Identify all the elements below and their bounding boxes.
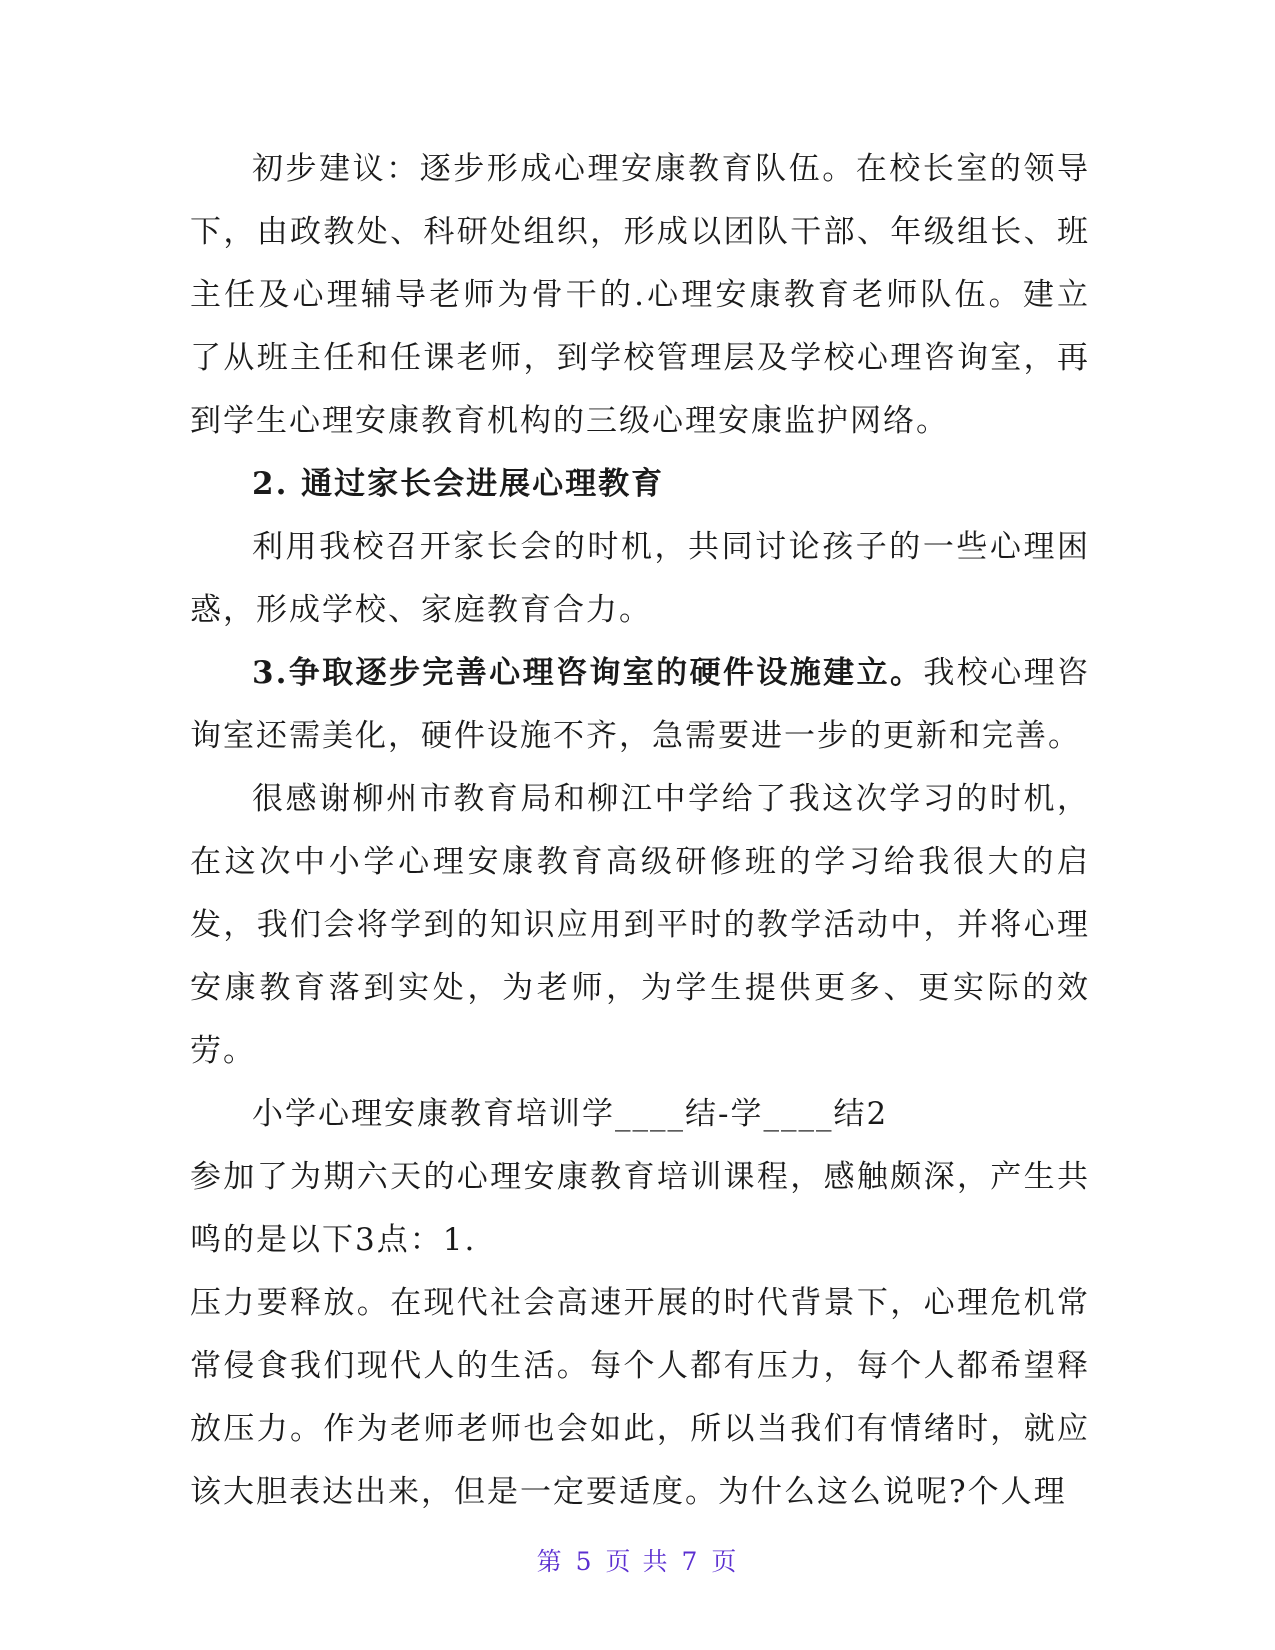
- article-title-2: 小学心理安康教育培训学____结-学____结2: [252, 1096, 889, 1132]
- footer-suffix: 页: [711, 1547, 739, 1576]
- paragraph-thanks: 很感谢柳州市教育局和柳江中学给了我这次学习的时机，在这次中小学心理安康教育高级研修班的学习给我很大的启发，我们会将学到的知识应用到平时的教学活动中，并将心理安康教育落到实处，为老师，为学生提供更多、更实际的效劳。: [190, 781, 1090, 1069]
- paragraph-pressure: 压力要释放。在现代社会高速开展的时代背景下，心理危机常常侵食我们现代人的生活。每个人都有压力，每个人都希望释放压力。作为老师老师也会如此，所以当我们有情绪时，就应该大胆表达出来，但是一定要适度。为什么这么说呢?个人理: [190, 1285, 1090, 1510]
- counseling-room-heading: 3.争取逐步完善心理咨询室的硬件设施建立。: [252, 655, 924, 691]
- footer-prefix: 第: [536, 1547, 564, 1576]
- section-heading-parent-meeting: 2. 通过家长会进展心理教育: [252, 466, 665, 502]
- footer-total-pages: 7: [681, 1547, 700, 1576]
- paragraph-counseling-room: [190, 642, 1090, 768]
- footer-middle: 页 共: [605, 1547, 670, 1576]
- document-body: [190, 138, 1090, 1524]
- paragraph-suggestion: 初步建议：逐步形成心理安康教育队伍。在校长室的领导下，由政教处、科研处组织，形成以团队干部、年级组长、班主任及心理辅导老师为骨干的.心理安康教育老师队伍。建立了从班主任和任课老师，到学校管理层及学校心理咨询室，再到学生心理安康教育机构的三级心理安康监护网络。: [190, 151, 1090, 439]
- page-footer: [0, 1542, 1275, 1578]
- footer-page-number: 5: [575, 1547, 594, 1576]
- counseling-room-text: 我校心理咨询室还需美化，硬件设施不齐，急需要进一步的更新和完善。: [190, 655, 1090, 754]
- paragraph-intro: 参加了为期六天的心理安康教育培训课程，感触颇深，产生共鸣的是以下3点：1.: [190, 1159, 1090, 1258]
- paragraph-parent-meeting: 利用我校召开家长会的时机，共同讨论孩子的一些心理困惑，形成学校、家庭教育合力。: [190, 529, 1090, 628]
